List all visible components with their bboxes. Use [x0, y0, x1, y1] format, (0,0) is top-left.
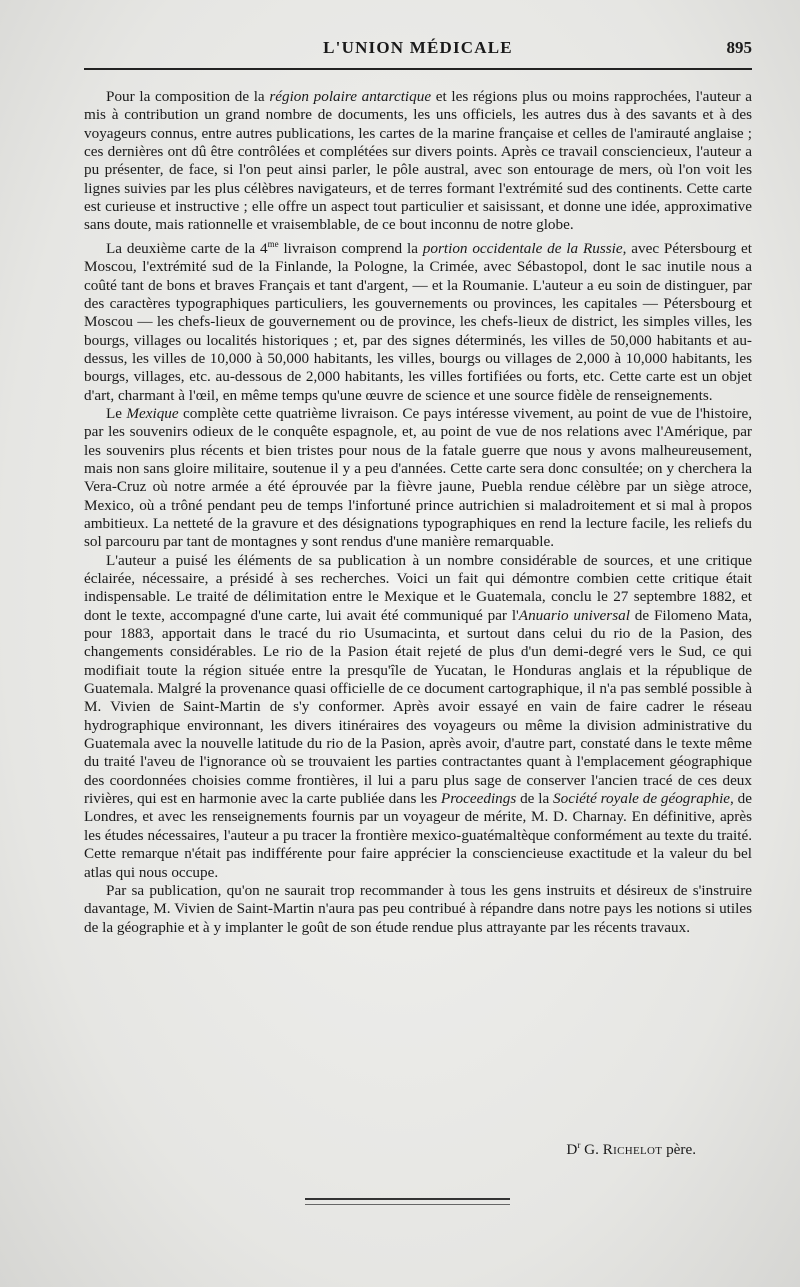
paragraph-text: de Filomeno Mata, pour 1883, apportait dans le tracé du rio Usumacinta, et surtout dans celui du rio de la Pasion, des changements considérables. Le rio de la Pasion était rejeté de plus d'un demi-degré vers le Sud, ce qui modifiait toute la région située entre la presqu'île de Yucatan, le Honduras anglais et la république de Guatemala. Malgré la provenance quasi officielle de ce document cartographique, il n'a pas semblé possible à M. Vivien de Saint-Martin de s'y conformer. Après avoir essayé en vain de faire cadrer le réseau hydrographique environnant, les divers itinéraires des voyageurs ou même la division administrative du Guatemala avec la nouvelle latitude du rio de la Pasion, après avoir, d'autre part, constaté dans le texte même du traité l'aveu de l'ignorance où se trouvaient les parties contractantes quant à l'emplacement géographique des coordonnées choisies comme frontières, il lui a paru plus sage de conserver l'ancien tracé de ces deux rivières, qui est en harmonie avec la carte publiée dans les	[84, 606, 752, 808]
journal-title: L'UNION MÉDICALE	[323, 38, 513, 57]
paragraph-text: de la	[516, 790, 554, 808]
paragraph-text: Le	[106, 404, 127, 422]
paragraph	[84, 552, 752, 882]
end-rule	[305, 1198, 510, 1200]
paragraph-text: livraison comprend la	[278, 239, 423, 257]
superscript-text: me	[267, 238, 279, 249]
italic-text: Mexique	[126, 404, 179, 422]
running-header	[84, 38, 752, 62]
signature-title: D	[566, 1141, 578, 1159]
signature-initial: G.	[584, 1141, 599, 1159]
signature-suffix: père.	[666, 1141, 696, 1159]
article-body	[84, 88, 752, 937]
italic-text: portion occidentale de la Russie	[422, 239, 623, 257]
italic-text: région polaire antarctique	[269, 88, 432, 105]
paragraph-text: , avec Pétersbourg et Moscou, l'extrémité sud de la Finlande, la Pologne, la Crimée, avec Sébastopol, dont le sac inutile nous a coûté tant de bons et braves Français et tant d'argent, — et la Roumanie. L'auteur a eu soin de distinguer, par des caractères typographiques particuliers, les gouvernements ou provinces, les capitales — Pétersbourg et Moscou — les chefs-lieux de gouvernement ou de province, les chefs-lieux de district, les simples villes, les bourgs, villages ou localités historiques ; et, par des signes déterminés, les villes de 50,000 habitants et au-dessus, les villes de 10,000 à 50,000 habitants, les villes, bourgs ou villages de 2,000 à 10,000 habitants, les bourgs, villages, etc. au-dessous de 2,000 habitants, les villes fortifiées ou forts, etc. Cette carte est un objet d'art, charmant à l'œil, en même temps qu'une œuvre de science et une source fidèle de renseignements.	[84, 239, 752, 404]
author-signature	[566, 1140, 696, 1159]
italic-text: Anuario universal	[518, 606, 630, 624]
italic-text: Proceedings	[440, 790, 517, 808]
paragraph	[84, 235, 752, 405]
signature-title-sup: r	[577, 1140, 581, 1150]
paragraph-text: L'auteur a puisé les éléments de sa publication à un nombre considérable de sources, et une critique éclairée, nécessaire, a présidé à ses recherches. Voici un fait qui démontre combien cette critique était indispensable. Le traité de délimitation entre le Mexique et le Guatemala, conclu le 27 septembre 1882, et dont le texte, accompagné d'une carte, lui avait été communiqué par l'	[84, 551, 752, 624]
paragraph-text: La deuxième carte de la 4	[106, 239, 268, 257]
paragraph-text: et les régions plus ou moins rapprochées, l'auteur a mis à contribution un grand nombre de documents, les uns officiels, les autres dus à des savants et à des voyageurs connus, entre autres publications, les cartes de la marine française et celles de l'amirauté anglaise ; ces dernières ont dû être contrôlées et complétées sur divers points. Après ce travail consciencieux, l'auteur a pu présenter, de face, si l'on peut ainsi parler, le pôle austral, avec son entourage de mers, où l'on voit les lignes suivies par les plus célèbres navigateurs, et de terres formant l'extrémité sud des continents. Cette carte est curieuse et instructive ; elle offre un aspect tout particulier et saisissant, et donne une idée, approximative sans doute, mais rationnelle et vraisemblable, de ce bout inconnu de notre globe.	[84, 88, 752, 234]
signature-name: Richelot	[602, 1141, 663, 1159]
header-rule	[84, 68, 752, 70]
end-rule-thin	[305, 1204, 510, 1205]
paragraph	[84, 882, 752, 937]
paragraph	[84, 88, 752, 235]
paragraph-text: complète cette quatrième livraison. Ce pays intéresse vivement, au point de vue de l'histoire, par les souvenirs odieux de le conquête espagnole, et, au point de vue de nos relations avec l'Amérique, par les souvenirs plus récents et bien tristes pour nous de la fatale guerre que nous y avons malheureusement, mais non sans gloire militaire, soutenue il y a peu d'années. Cette carte sera donc consultée; on y cherchera la Vera-Cruz où notre armée a été éprouvée par la fièvre jaune, Puebla rendue célèbre par un siège atroce, Mexico, où a trôné pendant peu de temps l'infortuné prince autrichien si maladroitement et si mal à propos ambitieux. La netteté de la gravure et des désignations typographiques en rend la lecture facile, les reliefs du sol parcouru par tant de montagnes y sont rendus d'une manière remarquable.	[84, 404, 752, 551]
paragraph-text: Pour la composition de la	[106, 88, 270, 105]
paragraph-text: , de Londres, et avec les renseignements fournis par un voyageur de mérite, M. D. Charnay. En définitive, après les études nécessaires, l'auteur a pu tracer la frontière mexico-guatémaltèque conformément au texte du traité. Cette remarque n'était pas indifférente pour faire apprécier la consciencieuse exactitude et la valeur du bel atlas qui nous occupe.	[84, 790, 752, 881]
page-number: 895	[726, 38, 752, 57]
paragraph	[84, 405, 752, 552]
italic-text: Société royale de géographie	[553, 790, 731, 808]
paragraph-text: Par sa publication, qu'on ne saurait trop recommander à tous les gens instruits et désireux de s'instruire davantage, M. Vivien de Saint-Martin n'aura pas peu contribué à répandre dans notre pays les notions si utiles de la géographie et à y implanter le goût de son étude rendue plus attrayante par les récents travaux.	[84, 881, 752, 936]
